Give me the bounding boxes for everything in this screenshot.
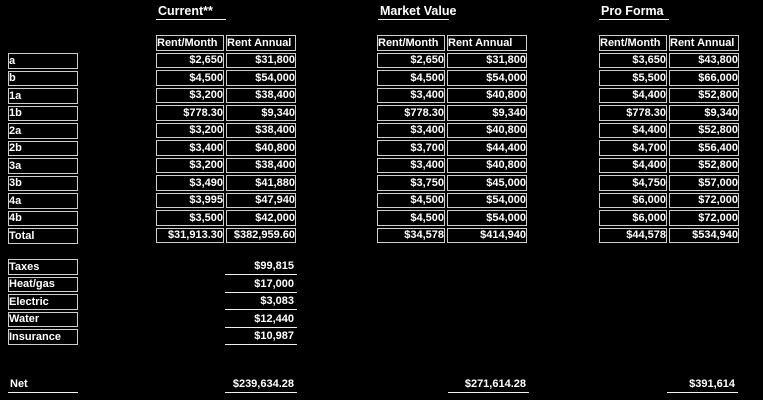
table-row [156,193,296,209]
expense-label-column [6,257,80,347]
rent-annual-cell[interactable]: $52,800 [669,88,739,104]
rent-month-cell[interactable]: $4,400 [599,88,667,104]
table-row [377,228,527,244]
table-row [8,53,78,69]
rent-annual-cell[interactable]: $9,340 [226,105,296,121]
expense-label-cell[interactable]: Water [8,312,78,328]
table-row [599,193,739,209]
rent-annual-cell[interactable]: $42,000 [226,210,296,226]
rent-annual-header[interactable]: Rent Annual [226,35,296,51]
market-value-rent-table [375,33,529,245]
table-row [377,123,527,139]
unit-label-cell[interactable]: a [8,53,78,69]
expense-label-cell[interactable]: Insurance [8,329,78,345]
rent-month-cell[interactable]: $3,490 [156,175,224,191]
table-row [599,35,739,51]
rent-annual-cell[interactable]: $44,400 [447,140,527,156]
rent-month-cell[interactable]: $4,750 [599,175,667,191]
unit-label-cell[interactable]: b [8,71,78,87]
rent-annual-cell[interactable]: $40,800 [447,158,527,174]
rent-annual-cell[interactable]: $45,000 [447,175,527,191]
rent-month-cell[interactable]: $4,700 [599,140,667,156]
table-row [156,158,296,174]
unit-label-cell[interactable]: 3b [8,176,78,192]
rent-annual-cell[interactable]: $38,400 [226,123,296,139]
unit-label-column [6,51,80,246]
rent-annual-cell[interactable]: $40,800 [447,123,527,139]
table-row [8,259,78,275]
total-rent-month-cell[interactable]: $34,578 [377,228,445,244]
unit-label-cell[interactable]: 4b [8,211,78,227]
table-row [599,70,739,86]
rent-month-cell[interactable]: $3,200 [156,88,224,104]
section-title-pro-forma[interactable]: Pro Forma [599,3,669,20]
rent-annual-cell[interactable]: $40,800 [226,140,296,156]
rent-annual-cell[interactable]: $54,000 [447,70,527,86]
rent-annual-cell[interactable]: $54,000 [226,70,296,86]
rent-annual-cell[interactable]: $66,000 [669,70,739,86]
table-row [8,123,78,139]
rent-month-cell[interactable]: $3,400 [377,123,445,139]
total-rent-annual-cell[interactable]: $382,959.60 [226,228,296,244]
total-rent-annual-cell[interactable]: $414,940 [447,228,527,244]
rent-month-cell[interactable]: $3,400 [377,158,445,174]
rent-month-cell[interactable]: $778.30 [599,105,667,121]
table-row [8,277,78,293]
table-row [599,88,739,104]
expense-label-cell[interactable]: Electric [8,294,78,310]
rent-annual-header[interactable]: Rent Annual [447,35,527,51]
expense-label-cell[interactable]: Heat/gas [8,277,78,293]
rent-month-cell[interactable]: $3,650 [599,53,667,69]
rent-month-cell[interactable]: $2,650 [156,53,224,69]
table-row [377,158,527,174]
unit-label-cell[interactable]: 3a [8,158,78,174]
rent-annual-cell[interactable]: $41,880 [226,175,296,191]
section-title-current[interactable]: Current** [156,3,226,20]
table-row [377,88,527,104]
table-row [8,158,78,174]
current-rent-table [154,33,298,245]
table-row [8,312,78,328]
pro-forma-rent-table [597,33,741,245]
rent-month-header[interactable]: Rent/Month [377,35,445,51]
table-row [156,140,296,156]
rent-month-cell[interactable]: $4,400 [599,158,667,174]
table-row [377,175,527,191]
total-label-cell[interactable]: Total [8,228,78,244]
table-row [156,228,296,244]
net-pro-forma-value[interactable]: $391,614 [667,377,738,393]
table-row [599,53,739,69]
total-rent-annual-cell[interactable]: $534,940 [669,228,739,244]
rent-annual-cell[interactable]: $38,400 [226,158,296,174]
total-rent-month-cell[interactable]: $44,578 [599,228,667,244]
unit-label-cell[interactable]: 1a [8,88,78,104]
table-row [599,175,739,191]
rent-annual-header[interactable]: Rent Annual [669,35,739,51]
rent-annual-cell[interactable]: $57,000 [669,175,739,191]
expense-value-cell[interactable]: $10,987 [225,329,297,345]
rent-annual-cell[interactable]: $72,000 [669,210,739,226]
table-row [8,141,78,157]
table-row [8,71,78,87]
unit-label-cell[interactable]: 2b [8,141,78,157]
rent-annual-cell[interactable]: $9,340 [447,105,527,121]
rent-month-cell[interactable]: $4,400 [599,123,667,139]
table-row [8,88,78,104]
table-row [599,158,739,174]
rent-month-cell[interactable]: $3,200 [156,158,224,174]
table-row [377,193,527,209]
rent-annual-cell[interactable]: $31,800 [447,53,527,69]
table-row [377,70,527,86]
rent-month-cell[interactable]: $6,000 [599,193,667,209]
section-title-market-value[interactable]: Market Value [380,4,457,18]
unit-label-cell[interactable]: 4a [8,193,78,209]
rent-annual-cell[interactable]: $54,000 [447,193,527,209]
table-row [8,228,78,244]
rent-annual-cell[interactable]: $52,800 [669,123,739,139]
expense-value-cell[interactable]: $99,815 [225,259,297,275]
rent-month-cell[interactable]: $4,500 [377,193,445,209]
rent-annual-cell[interactable]: $31,800 [226,53,296,69]
table-row [8,106,78,122]
rent-month-cell[interactable]: $3,400 [377,88,445,104]
rent-month-cell[interactable]: $4,500 [156,70,224,86]
table-row [377,140,527,156]
rent-month-cell[interactable]: $3,400 [156,140,224,156]
table-row [8,211,78,227]
expense-value-cell[interactable]: $3,083 [225,294,297,310]
table-row [377,210,527,226]
rent-month-cell[interactable]: $3,750 [377,175,445,191]
table-row [156,105,296,121]
table-row [377,35,527,51]
table-row [8,294,78,310]
rent-month-cell[interactable]: $3,700 [377,140,445,156]
rent-month-header[interactable]: Rent/Month [599,35,667,51]
net-market-value[interactable]: $271,614.28 [448,377,529,393]
expense-value-cell[interactable]: $12,440 [225,312,297,328]
rent-annual-cell[interactable]: $52,800 [669,158,739,174]
rent-month-cell[interactable]: $3,500 [156,210,224,226]
table-row [599,228,739,244]
net-label[interactable]: Net [8,377,78,393]
rent-month-cell[interactable]: $6,000 [599,210,667,226]
table-row [377,105,527,121]
table-row [156,210,296,226]
rent-annual-cell[interactable]: $72,000 [669,193,739,209]
table-row [599,140,739,156]
table-row [156,53,296,69]
rent-month-cell[interactable]: $778.30 [156,105,224,121]
rent-month-cell[interactable]: $2,650 [377,53,445,69]
rent-month-cell[interactable]: $5,500 [599,70,667,86]
table-row [377,53,527,69]
table-row [156,70,296,86]
unit-label-cell[interactable]: 1b [8,106,78,122]
table-row [8,176,78,192]
table-row [156,123,296,139]
table-row [156,88,296,104]
rent-month-cell[interactable]: $778.30 [377,105,445,121]
expense-label-cell[interactable]: Taxes [8,259,78,275]
rent-month-cell[interactable]: $4,500 [377,210,445,226]
table-row [599,123,739,139]
rent-annual-cell[interactable]: $38,400 [226,88,296,104]
rent-annual-cell[interactable]: $47,940 [226,193,296,209]
table-row [599,210,739,226]
rent-month-cell[interactable]: $3,995 [156,193,224,209]
rent-annual-cell[interactable]: $40,800 [447,88,527,104]
rent-month-cell[interactable]: $3,200 [156,123,224,139]
unit-label-cell[interactable]: 2a [8,123,78,139]
net-current-value[interactable]: $239,634.28 [225,377,297,393]
rent-annual-cell[interactable]: $43,800 [669,53,739,69]
rent-month-header[interactable]: Rent/Month [156,35,224,51]
table-row [156,35,296,51]
expense-value-cell[interactable]: $17,000 [225,277,297,293]
rent-annual-cell[interactable]: $56,400 [669,140,739,156]
total-rent-month-cell[interactable]: $31,913.30 [156,228,224,244]
table-row [8,193,78,209]
rent-annual-cell[interactable]: $9,340 [669,105,739,121]
table-row [8,329,78,345]
rent-month-cell[interactable]: $4,500 [377,70,445,86]
table-row [599,105,739,121]
table-row [156,175,296,191]
rent-annual-cell[interactable]: $54,000 [447,210,527,226]
